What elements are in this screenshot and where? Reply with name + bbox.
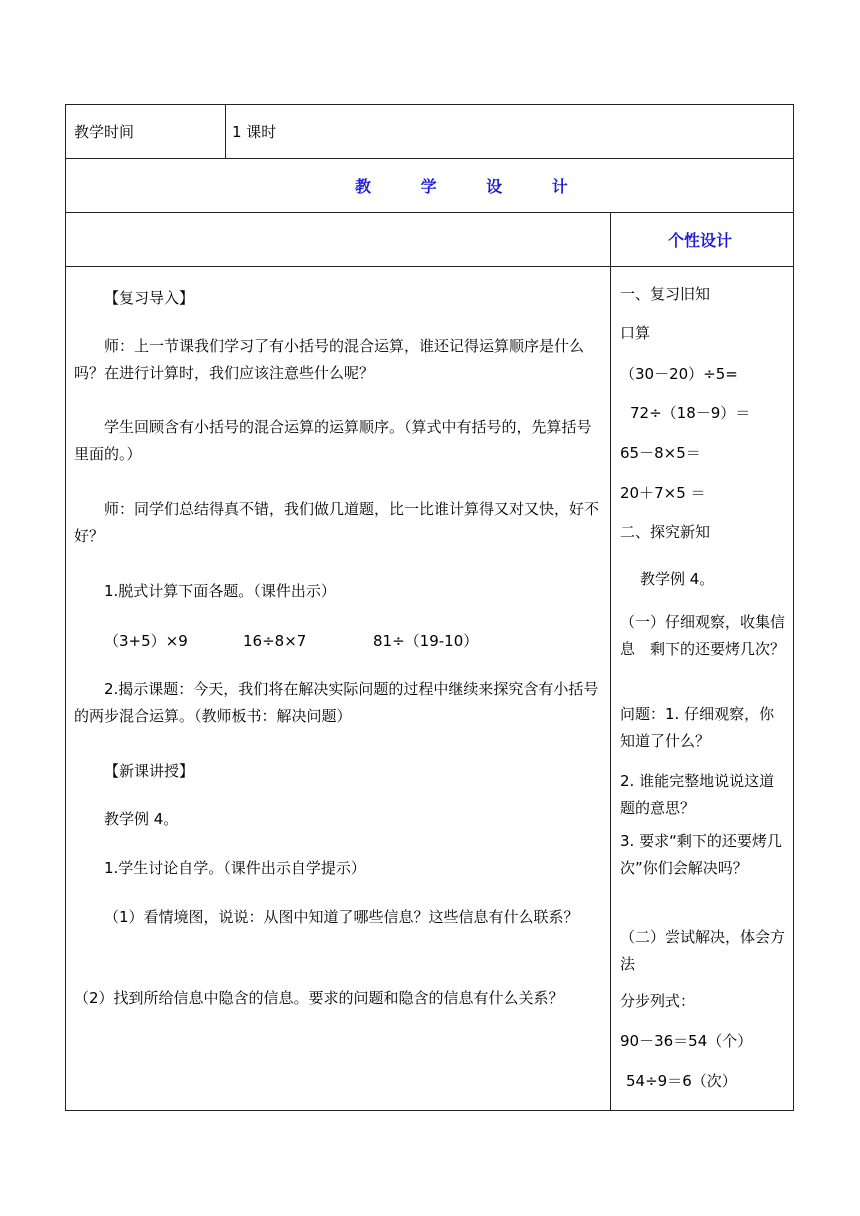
side-item: 教学例 4。	[640, 570, 715, 588]
table-border	[65, 104, 794, 105]
paragraph: 学生回顾含有小括号的混合运算的运算顺序。（算式中有括号的，先算括号里面的。）	[74, 418, 592, 463]
expression: （3+5）×9	[104, 632, 188, 650]
paragraph: 教学例 4。	[104, 810, 179, 828]
paragraph: 师：上一节课我们学习了有小括号的混合运算，谁还记得运算顺序是什么吗？在进行计算时，我们应该注意些什么呢？	[74, 337, 585, 382]
table-border	[65, 212, 794, 213]
paragraph: 师：同学们总结得真不错，我们做几道题，比一比谁计算得又对又快，好不好？	[74, 500, 600, 545]
paragraph: 2.揭示课题：今天，我们将在解决实际问题的过程中继续来探究含有小括号的两步混合运算。（教师板书：解决问题）	[74, 680, 599, 725]
paragraph: （2）找到所给信息中隐含的信息。要求的问题和隐含的信息有什么关系？	[74, 989, 564, 1007]
side-item: 二、探究新知	[620, 523, 711, 541]
table-border	[65, 104, 66, 1111]
time-value: 1 课时	[232, 123, 277, 141]
paragraph: 1.脱式计算下面各题。（课件出示）	[104, 582, 336, 600]
new-lesson-heading: 【新课讲授】	[104, 762, 195, 780]
review-heading: 【复习导入】	[104, 289, 195, 307]
design-title: 教 学 设 计	[355, 177, 590, 196]
side-item: 口算	[620, 324, 651, 342]
side-item: （二）尝试解决，体会方法	[620, 928, 786, 973]
side-item: 3. 要求“剩下的还要烤几次”你们会解决吗？	[620, 832, 782, 877]
table-border	[225, 104, 226, 158]
table-border	[793, 104, 794, 1111]
side-item: 一、复习旧知	[620, 285, 711, 303]
side-item: 90－36＝54（个）	[620, 1032, 753, 1050]
expression: 81÷（19-10）	[373, 632, 479, 650]
side-item: （30－20）÷5=	[620, 365, 738, 383]
personal-design-heading: 个性设计	[668, 231, 733, 250]
side-item: 20＋7×5 ＝	[620, 484, 706, 502]
side-item: 72÷（18－9）＝	[630, 404, 751, 422]
table-border	[65, 158, 794, 159]
side-item: 54÷9＝6（次）	[626, 1072, 737, 1090]
paragraph: 1.学生讨论自学。（课件出示自学提示）	[104, 859, 366, 877]
expression: 16÷8×7	[243, 632, 307, 650]
time-label: 教学时间	[74, 123, 135, 141]
side-item: 问题：1. 仔细观察，你知道了什么？	[620, 705, 775, 750]
side-item: 2. 谁能完整地说说这道题的意思？	[620, 772, 775, 817]
table-border	[65, 266, 794, 267]
side-item: 分步列式：	[620, 992, 696, 1010]
side-item: 65－8×5＝	[620, 444, 701, 462]
side-item: （一）仔细观察，收集信息 剩下的还要烤几次？	[620, 613, 786, 658]
table-border	[65, 1110, 794, 1111]
table-border	[610, 212, 611, 1111]
paragraph: （1）看情境图，说说：从图中知道了哪些信息？这些信息有什么联系？	[104, 908, 579, 926]
